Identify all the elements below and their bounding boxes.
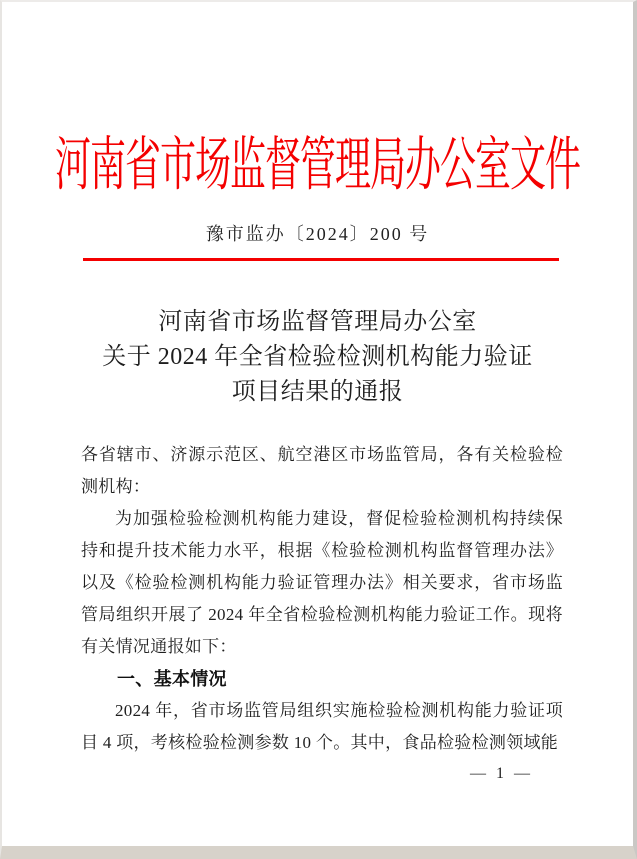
salutation-line: 各省辖市、济源示范区、航空港区市场监管局，各有关检验检测机构： xyxy=(81,445,563,496)
document-number: 豫市监办〔2024〕200 号 xyxy=(205,224,430,244)
section-heading-basic-situation: 一、基本情况 xyxy=(117,669,227,689)
document-title xyxy=(2,305,633,410)
intro-paragraph: 为加强检验检测机构能力建设，督促检验检测机构持续保持和提升技术能力水平，根据《检验检测机构监督管理办法》以及《检验检测机构能力验证管理办法》相关要求，省市场监管局组织开展了 2024 年全省检验检测机构能力验证工作。现将有关情况通报如下： xyxy=(81,509,563,656)
document-title-line-1: 河南省市场监督管理局办公室 xyxy=(158,309,477,335)
red-divider-rule xyxy=(83,258,559,261)
document-body xyxy=(81,439,563,759)
basic-situation-paragraph: 2024 年，省市场监管局组织实施检验检测机构能力验证项目 4 项，考核检验检测参数 10 个。其中，食品检验检测领域能 xyxy=(81,701,563,752)
letterhead-title: 河南省市场监督管理局办公室文件 xyxy=(54,132,580,198)
document-title-line-2: 关于 2024 年全省检验检测机构能力验证 xyxy=(102,344,533,370)
page-number: — 1 — xyxy=(470,765,533,782)
document-title-line-3: 项目结果的通报 xyxy=(231,379,404,405)
